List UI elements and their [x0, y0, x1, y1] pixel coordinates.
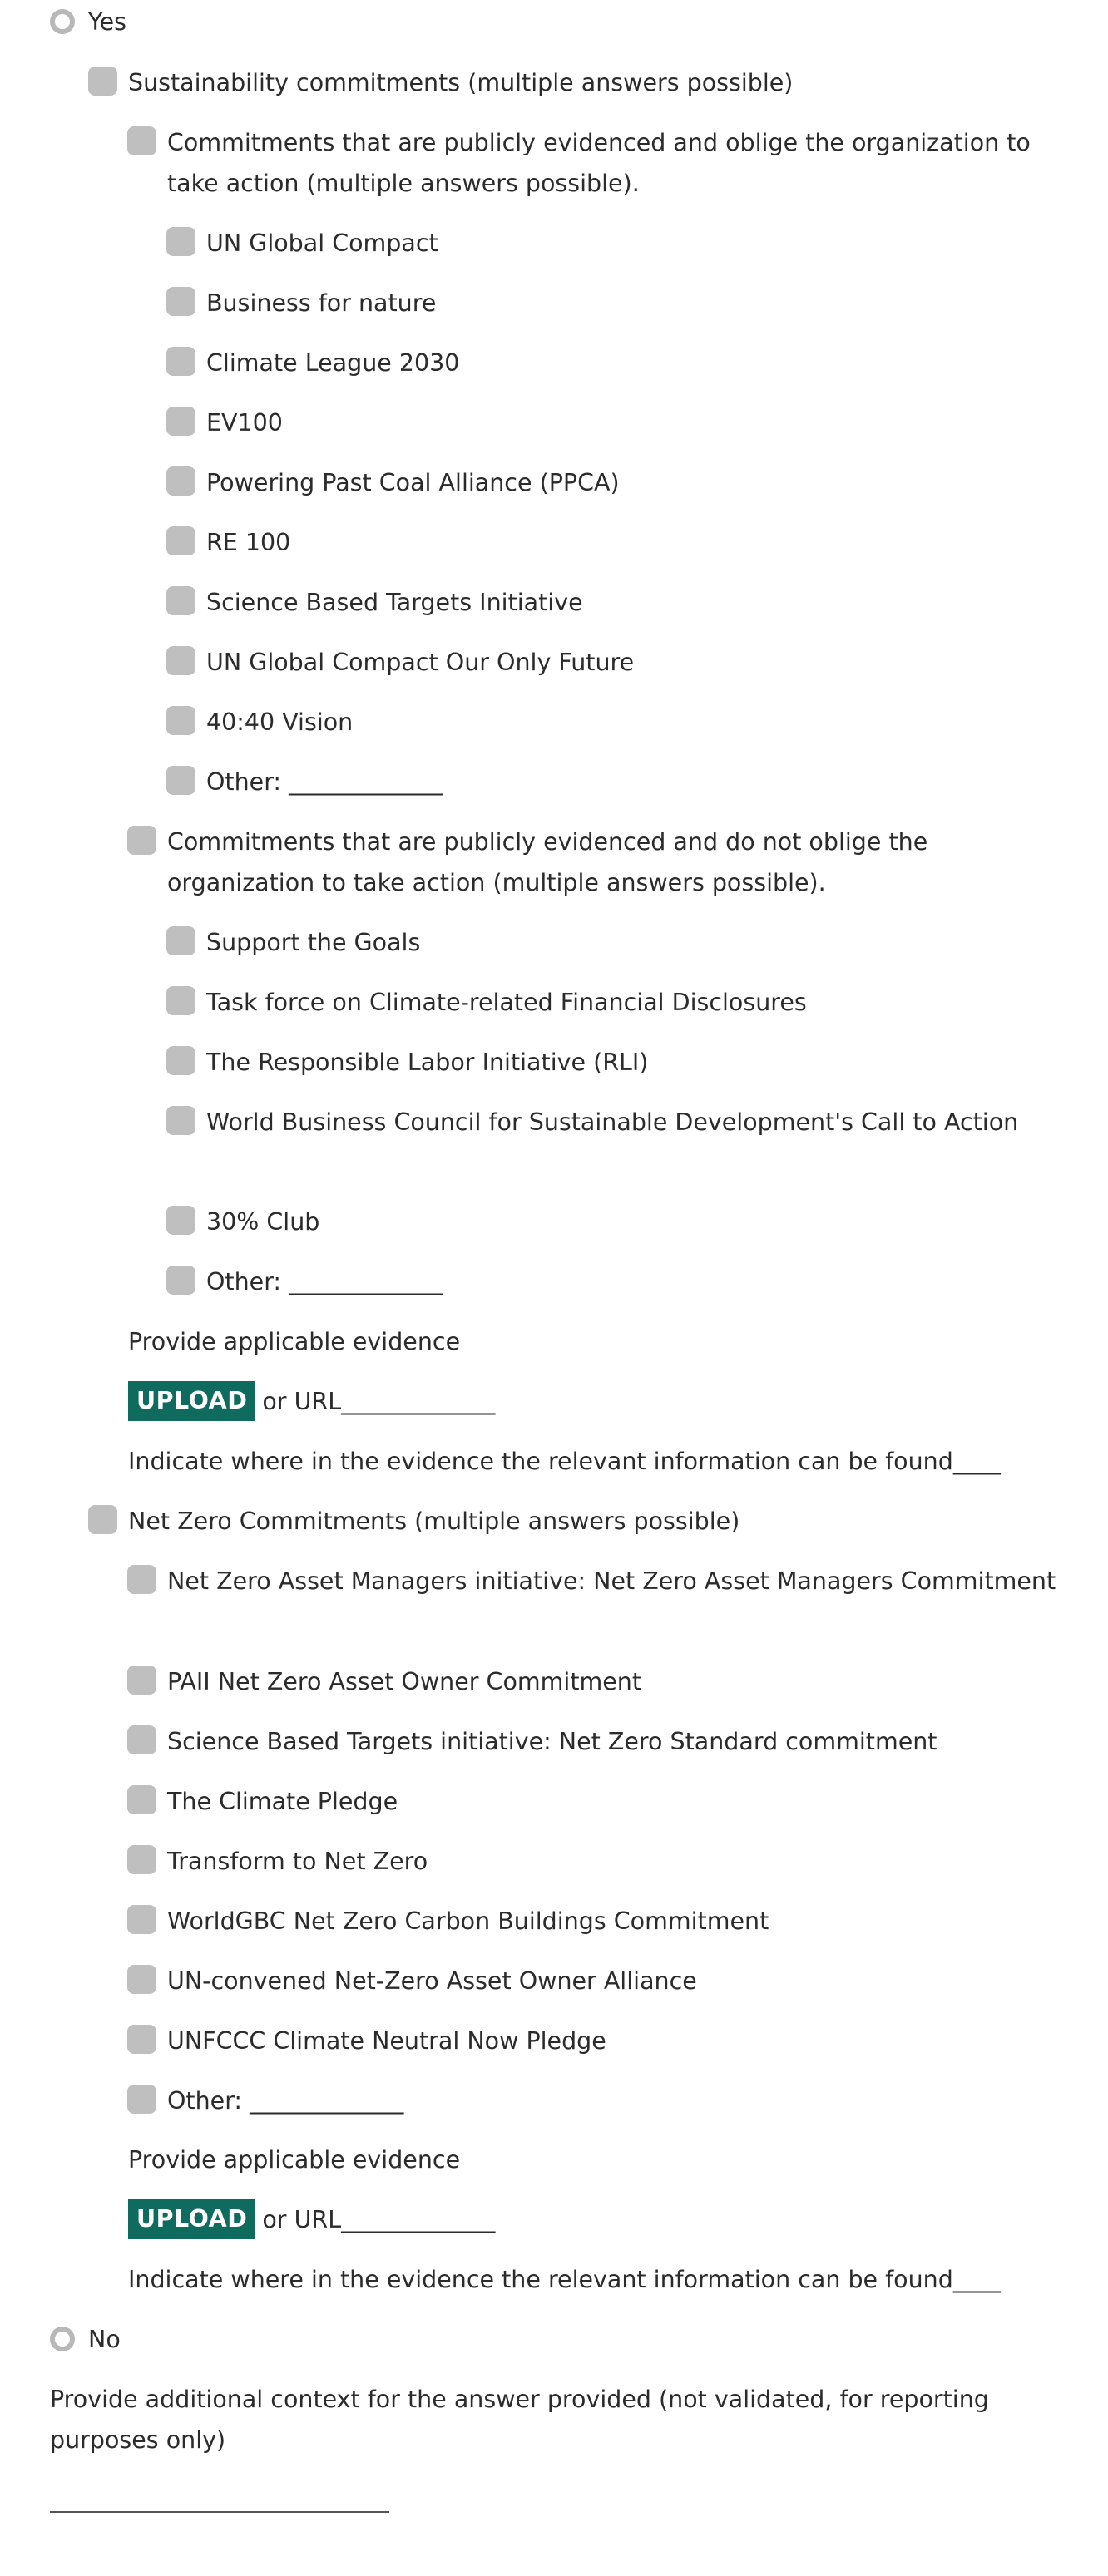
item-label: Task force on Climate-related Financial Disclosures — [206, 989, 807, 1016]
upload-button[interactable]: UPLOAD — [128, 1381, 255, 1421]
other-field[interactable]: Other: _____________ — [206, 1268, 443, 1295]
not-oblige-item-30-club[interactable] — [166, 1202, 1075, 1242]
url-field[interactable]: or URL_____________ — [262, 2206, 496, 2233]
item-label: Business for nature — [206, 289, 437, 317]
oblige-commitments-checkbox[interactable] — [127, 126, 156, 155]
item-label: 40:40 Vision — [206, 708, 354, 736]
checkbox[interactable] — [166, 926, 195, 955]
url-field[interactable]: or URL_____________ — [262, 1388, 496, 1415]
checkbox[interactable] — [166, 287, 195, 316]
additional-context-text: Provide additional context for the answer provided (not validated, for reporting purposes only) — [50, 2386, 989, 2454]
checkbox[interactable] — [166, 1106, 195, 1135]
checkbox[interactable] — [127, 1565, 156, 1594]
net-zero-item-transform-to-net-zero[interactable] — [127, 1841, 1075, 1882]
item-label: WorldGBC Net Zero Carbon Buildings Commitment — [167, 1907, 769, 1935]
net-zero-commitments-label: Net Zero Commitments (multiple answers possible) — [128, 1508, 740, 1535]
answer-no-option[interactable] — [50, 2319, 1075, 2360]
not-oblige-commitments-label: Commitments that are publicly evidenced and do not oblige the organization to take action (multiple answers possible). — [167, 828, 928, 896]
oblige-item-climate-league-2030[interactable] — [166, 343, 1075, 383]
oblige-item-business-for-nature[interactable] — [166, 283, 1075, 323]
net-zero-commitments-checkbox[interactable] — [88, 1505, 117, 1534]
checkbox[interactable] — [166, 986, 195, 1015]
checkbox[interactable] — [166, 227, 195, 256]
net-zero-commitments-option[interactable] — [88, 1501, 1075, 1542]
item-label: The Responsible Labor Initiative (RLI) — [206, 1049, 649, 1076]
item-label: Climate League 2030 — [206, 349, 460, 377]
item-label: The Climate Pledge — [167, 1788, 398, 1815]
net-zero-item-unfccc[interactable] — [127, 2021, 1075, 2061]
item-label: Support the Goals — [206, 929, 421, 956]
indicate-location-field[interactable]: Indicate where in the evidence the relevant information can be found____ — [128, 1448, 1001, 1475]
sustainability-evidence-label — [128, 1321, 1075, 1362]
item-label: UN Global Compact Our Only Future — [206, 649, 635, 676]
answer-yes-option[interactable] — [50, 2, 1075, 42]
net-zero-upload-row — [128, 2199, 1075, 2240]
sustainability-indicate-location[interactable] — [128, 1441, 1075, 1482]
evidence-label-text: Provide applicable evidence — [128, 2146, 461, 2174]
other-field[interactable]: Other: _____________ — [206, 768, 443, 796]
sustainability-commitments-label: Sustainability commitments (multiple answers possible) — [128, 69, 794, 96]
item-label: Science Based Targets initiative: Net Zero Standard commitment — [167, 1728, 937, 1755]
item-label: Powering Past Coal Alliance (PPCA) — [206, 469, 620, 496]
indicate-location-field[interactable]: Indicate where in the evidence the relevant information can be found____ — [128, 2266, 1001, 2293]
not-oblige-commitments-checkbox[interactable] — [127, 826, 156, 855]
checkbox[interactable] — [127, 1725, 156, 1754]
additional-context-label — [50, 2379, 1075, 2460]
net-zero-item-nzaoa[interactable] — [127, 1961, 1075, 2001]
item-label: UNFCCC Climate Neutral Now Pledge — [167, 2027, 606, 2055]
yes-label: Yes — [88, 8, 127, 36]
checkbox[interactable] — [166, 1206, 195, 1235]
upload-button[interactable]: UPLOAD — [128, 2199, 255, 2239]
item-label: RE 100 — [206, 529, 291, 556]
item-label: EV100 — [206, 409, 283, 437]
not-oblige-item-rli[interactable] — [166, 1042, 1075, 1083]
checkbox[interactable] — [127, 1845, 156, 1874]
oblige-item-40-40-vision[interactable] — [166, 702, 1075, 743]
checkbox[interactable] — [166, 706, 195, 735]
sustainability-upload-row — [128, 1381, 1075, 1422]
yes-radio[interactable] — [50, 9, 75, 34]
checkbox[interactable] — [166, 766, 195, 795]
net-zero-item-worldgbc[interactable] — [127, 1901, 1075, 1942]
net-zero-item-climate-pledge[interactable] — [127, 1781, 1075, 1822]
checkbox[interactable] — [166, 646, 195, 675]
item-label: UN-convened Net-Zero Asset Owner Alliance — [167, 1967, 697, 1995]
net-zero-item-nzam[interactable] — [127, 1561, 1075, 1601]
additional-context-input[interactable] — [50, 2511, 389, 2513]
checkbox[interactable] — [166, 1046, 195, 1075]
not-oblige-commitments-option[interactable] — [127, 822, 1075, 903]
checkbox[interactable] — [127, 2025, 156, 2054]
no-label: No — [88, 2326, 121, 2353]
checkbox[interactable] — [166, 1266, 195, 1295]
checkbox[interactable] — [127, 1785, 156, 1814]
checkbox[interactable] — [166, 347, 195, 376]
not-oblige-item-wbcsd[interactable] — [166, 1102, 1075, 1142]
item-label: 30% Club — [206, 1208, 320, 1236]
item-label: Science Based Targets Initiative — [206, 589, 583, 616]
checkbox[interactable] — [166, 466, 195, 496]
item-label: World Business Council for Sustainable Development's Call to Action — [206, 1108, 1019, 1136]
checkbox[interactable] — [127, 2085, 156, 2114]
checkbox[interactable] — [127, 1965, 156, 1994]
item-label: UN Global Compact — [206, 229, 438, 257]
oblige-item-ungc-our-only-future[interactable] — [166, 642, 1075, 683]
net-zero-evidence-label — [128, 2139, 1075, 2180]
checkbox[interactable] — [127, 1666, 156, 1695]
net-zero-indicate-location[interactable] — [128, 2259, 1075, 2300]
checkbox[interactable] — [166, 526, 195, 555]
checkbox[interactable] — [166, 586, 195, 615]
item-label: PAII Net Zero Asset Owner Commitment — [167, 1668, 642, 1695]
sustainability-commitments-checkbox[interactable] — [88, 67, 117, 96]
oblige-item-ppca[interactable] — [166, 462, 1075, 503]
oblige-item-other[interactable] — [166, 762, 1075, 802]
oblige-item-un-global-compact[interactable] — [166, 223, 1075, 264]
no-radio[interactable] — [50, 2327, 75, 2351]
not-oblige-item-tcfd[interactable] — [166, 982, 1075, 1023]
other-field[interactable]: Other: _____________ — [167, 2087, 404, 2115]
evidence-label-text: Provide applicable evidence — [128, 1328, 461, 1355]
checkbox[interactable] — [127, 1905, 156, 1934]
not-oblige-item-support-the-goals[interactable] — [166, 922, 1075, 963]
oblige-commitments-label: Commitments that are publicly evidenced and oblige the organization to take action (multiple answers possible). — [167, 129, 1031, 197]
item-label: Transform to Net Zero — [167, 1848, 428, 1875]
oblige-item-re100[interactable] — [166, 522, 1075, 563]
net-zero-item-paii[interactable] — [127, 1661, 1075, 1702]
checkbox[interactable] — [166, 407, 195, 436]
sustainability-commitments-option[interactable] — [88, 62, 1075, 103]
not-oblige-item-other[interactable] — [166, 1261, 1075, 1302]
oblige-item-ev100[interactable] — [166, 402, 1075, 443]
item-label: Net Zero Asset Managers initiative: Net Zero Asset Managers Commitment — [167, 1567, 1056, 1595]
net-zero-item-sbti-net-zero[interactable] — [127, 1721, 1075, 1762]
net-zero-item-other[interactable] — [127, 2080, 1075, 2121]
oblige-commitments-option[interactable] — [127, 122, 1075, 204]
oblige-item-sbti[interactable] — [166, 582, 1075, 623]
